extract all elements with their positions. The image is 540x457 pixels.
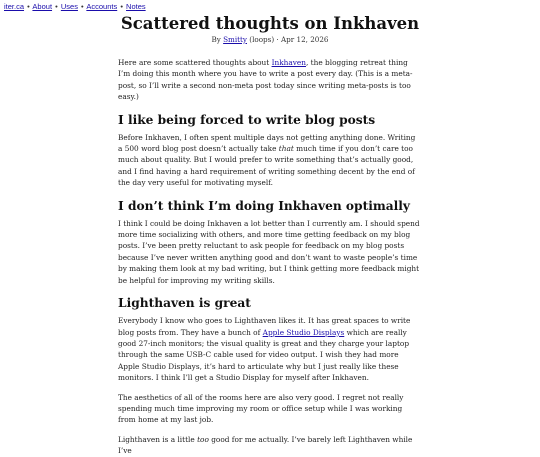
top-navigation: [4, 2, 146, 11]
nav-separator: •: [81, 2, 84, 11]
nav-link-notes[interactable]: Notes: [126, 2, 146, 11]
apple-studio-displays-link[interactable]: Apple Studio Displays: [262, 327, 345, 337]
section1-paragraph: [118, 132, 422, 189]
author-link[interactable]: Smitty: [223, 35, 247, 44]
section3-paragraph-3: [118, 434, 422, 457]
section3-text-end: which are really good 27-inch monitors; the visual quality is great and they charge your laptop through the same USB-C cable used for video output. I wish they had more Apple Studio Displays, it’s hard to articulate why but I just really like these monitors. I think I’ll get a Studio Display for myself after Inkhaven.: [118, 327, 410, 383]
byline-prefix: By: [211, 35, 224, 44]
section1-text-end: much time if you don’t care too much about quality. But I would prefer to write something that’s actually good, and I find having a hard requirement of writing something decent by the end of the day very useful for motivating myself.: [118, 144, 415, 188]
nav-link-uses[interactable]: Uses: [60, 2, 78, 11]
section3-paragraph-1: [118, 315, 422, 383]
section2-paragraph: I think I could be doing Inkhaven a lot better than I currently am. I should spend more time socializing with others, and more time getting feedback on my blog posts. I’ve been pretty reluctant to ask people for feedback on my blog posts because I’ve never written anything good and don’t want to waste people’s time by making them look at my bad writing, but I think getting more feedback might be helpful for improving my writing skills.: [118, 218, 420, 285]
nav-link-about[interactable]: About: [32, 2, 53, 11]
inkhaven-link[interactable]: Inkhaven: [271, 58, 306, 67]
post-title: Scattered thoughts on Inkhaven: [120, 14, 420, 33]
intro-text-start: Here are some scattered thoughts about: [118, 58, 272, 67]
byline-meta: (loops) · Apr 12, 2026: [247, 35, 329, 44]
nav-link-accounts[interactable]: Accounts: [86, 2, 118, 11]
post-byline: [118, 35, 422, 45]
intro-text-end: , the blogging retreat thing I’m doing this month where you have to write a post every day. (This is a meta-post, so I’ll write a second non-meta post today since writing meta-posts is too easy.): [118, 58, 413, 102]
section3-p3-start: Lighthaven is a little: [118, 434, 198, 444]
nav-separator: •: [120, 2, 123, 11]
section1-text-start: Before Inkhaven, I often spent multiple days not getting anything done. Writing a 500 word blog post doesn’t actually take: [118, 132, 416, 154]
nav-separator: •: [27, 2, 30, 11]
article: [118, 14, 422, 457]
section-heading-not-optimal: I don’t think I’m doing Inkhaven optimally: [118, 198, 410, 213]
section-heading-lighthaven: Lighthaven is great: [118, 296, 251, 311]
emphasis-too: too: [197, 434, 209, 444]
intro-paragraph: [118, 57, 422, 103]
nav-link-home[interactable]: iter.ca: [4, 2, 25, 11]
emphasis-that: that: [278, 144, 294, 154]
section3-paragraph-2: The aesthetics of all of the rooms here are also very good. I regret not really spending much time improving my room or office setup while I was working from home at my last job.: [118, 392, 404, 425]
section-heading-forced-writing: I like being forced to write blog posts: [118, 112, 376, 127]
section3-text-start: Everybody I know who goes to Lighthaven likes it. It has great spaces to write blog posts from. They have a bunch of: [118, 316, 411, 337]
section3-p3-end: good for me actually. I’ve barely left Lighthaven while I’ve: [118, 434, 413, 456]
nav-separator: •: [55, 2, 58, 11]
